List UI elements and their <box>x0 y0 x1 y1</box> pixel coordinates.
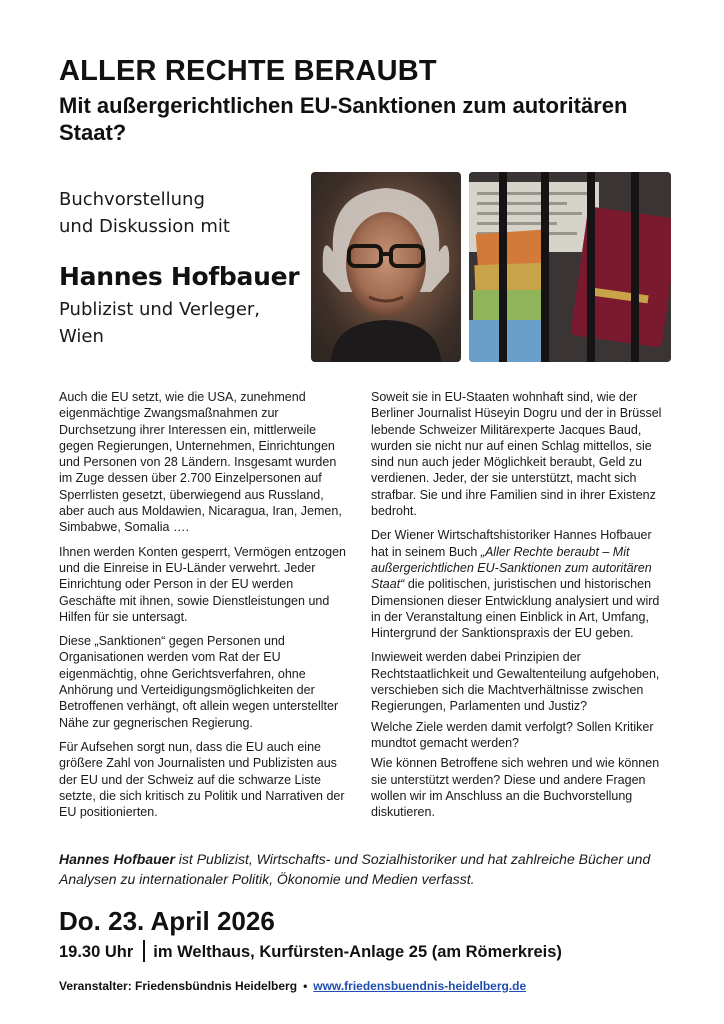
footer <box>59 978 526 994</box>
bio-text: ist Publizist, Wirtschafts- und Sozialhistoriker und hat zahlreiche Bücher und Analysen zu internationaler Politik, Ökonomie und Medien verfasst. <box>59 851 651 887</box>
divider <box>143 940 145 962</box>
body-paragraph: Inwieweit werden dabei Prinzipien der Rechtstaatlichkeit und Gewaltenteilung aufgehoben, verschieben sich die Machtverhältnisse zwischen Regierungen, Parlamenten und Justiz? <box>371 650 660 714</box>
website-link[interactable]: www.friedensbuendnis-heidelberg.de <box>313 979 527 993</box>
speaker-role <box>59 296 260 350</box>
body-column-right <box>371 389 665 828</box>
event-location: im Welthaus, Kurfürsten-Anlage 25 (am Römerkreis) <box>153 943 562 961</box>
euro-notes-passport-bars-icon <box>469 172 671 362</box>
body-paragraph: Diese „Sanktionen“ gegen Personen und Organisationen werden vom Rat der EU eigenmächtig, ohne Gerichtsverfahren, ohne Anhörung und Verteidigungsmöglichkeiten der Betroffenen verhängt, oft allein wegen unterstellter Nähe zur gegnerischen Regierung. <box>59 634 339 730</box>
page-title: ALLER RECHTE BERAUBT <box>59 55 437 87</box>
intro-line: und Diskussion mit <box>59 216 230 237</box>
body-paragraph: Auch die EU setzt, wie die USA, zunehmend eigenmächtige Zwangsmaßnahmen zur Durchsetzung ihrer Interessen ein, mittlerweile gegen Regierungen, Unternehmen, Einrichtungen und Personen von 28 Ländern. Insgesamt wurden im Zuge dessen über 2.700 Einzelpersonen auf Sperrlisten gesetzt, überwiegend aus Russland, aber auch aus Moldawien, Nicaragua, Iran, Jemen, Simbabwe, Somalia …. <box>59 390 342 535</box>
event-time-location <box>59 940 562 964</box>
body-paragraph <box>371 527 665 641</box>
speaker-role-line: Publizist und Verleger, <box>59 299 261 320</box>
intro-line: Buchvorstellung <box>59 189 205 210</box>
body-paragraph: Welche Ziele werden damit verfolgt? Sollen Kritiker mundtot gemacht werden? <box>371 719 654 750</box>
portrait-photo <box>311 172 461 362</box>
bio-name: Hannes Hofbauer <box>59 851 175 867</box>
body-text: Der Wiener Wirtschaftshistoriker Hannes Hofbauer hat in seinem Buch <box>371 528 652 559</box>
page-subtitle: Mit außergerichtlichen EU-Sanktionen zum autoritären Staat? <box>59 93 628 145</box>
speaker-location: Wien <box>59 326 104 347</box>
body-paragraph: Soweit sie in EU-Staaten wohnhaft sind, wie der Berliner Journalist Hüseyin Dogru und der in Brüssel lebende Schweizer Militärexperte Jacques Baud, wurden sie nicht nur auf einen Schlag mittellos, sie sind nun auch jeder Möglichkeit beraubt, Geld zu verdienen. Jeder, der sie unterstützt, macht sich strafbar. Sie und ihre Familien sind in ihrer Existenz bedroht. <box>371 390 662 519</box>
body-column-left <box>59 389 347 828</box>
body-paragraph: Wie können Betroffene sich wehren und wie können sie unterstützt werden? Diese und andere Fragen wollen wir im Anschluss an die Buchvorstellung diskutieren. <box>371 756 660 820</box>
organizer: Veranstalter: Friedensbündnis Heidelberg <box>59 979 298 993</box>
bullet-separator: • <box>303 979 308 993</box>
book-title: „Aller Rechte beraubt – Mit außergerichtlichen EU-Sanktionen zum autoritären Staat“ <box>371 544 652 592</box>
author-bio <box>59 849 669 889</box>
intro-text <box>59 186 230 240</box>
body-paragraph: Für Aufsehen sorgt nun, dass die EU auch eine größere Zahl von Journalisten und Publizisten aus der EU und der Schweiz auf die schwarze Liste setzte, die sich kritisch zu Politik und Narrativen der EU positionierten. <box>59 739 345 820</box>
body-text: die politischen, juristischen und historischen Dimensionen dieser Entwicklung analysiert und wird in der Veranstaltung einen Einblick in Art, Umfang, Hintergrund der Sanktionspraxis der EU geben. <box>371 577 660 641</box>
speaker-name: Hannes Hofbauer <box>59 262 300 291</box>
portrait-icon <box>311 172 461 362</box>
sanctions-photo <box>469 172 671 362</box>
event-time: 19.30 Uhr <box>59 943 134 961</box>
event-date: Do. 23. April 2026 <box>59 906 275 936</box>
body-paragraph: Ihnen werden Konten gesperrt, Vermögen entzogen und die Einreise in EU-Länder verwehrt. Jeder Einrichtung oder Person in der EU werden Geschäfte mit ihnen, sowie Dienstleistungen und Hilfen für sie untersagt. <box>59 544 347 624</box>
